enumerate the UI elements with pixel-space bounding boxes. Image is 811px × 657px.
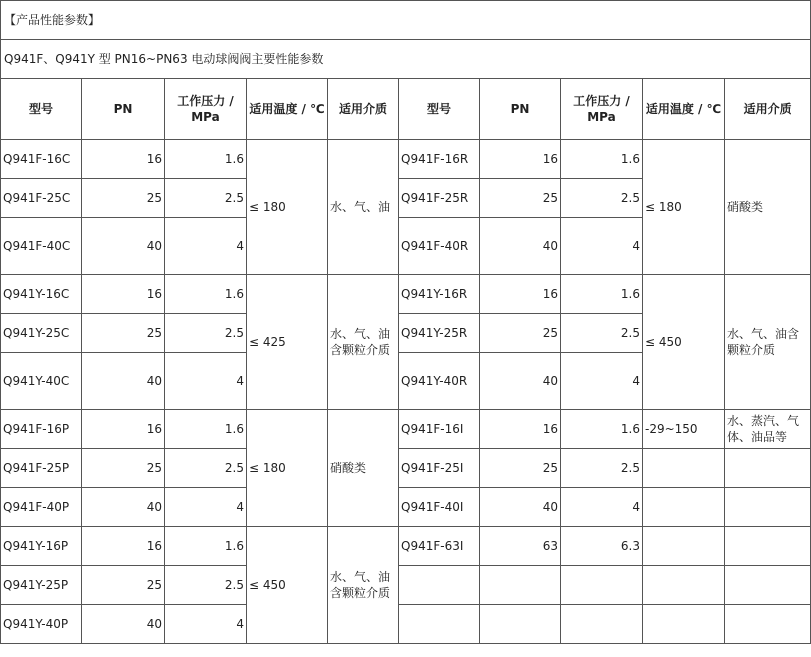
table-header-row (1, 79, 811, 140)
pn-cell: 16 (82, 275, 165, 314)
pressure-cell: 1.6 (561, 140, 643, 179)
medium-cell: 水、气、油 (328, 140, 399, 275)
model-cell: Q941Y-40C (1, 353, 82, 410)
pressure-cell: 2.5 (165, 179, 247, 218)
header-pressure: 工作压力 / MPa (561, 79, 643, 140)
empty-cell (725, 566, 811, 605)
section-title: 【产品性能参数】 (1, 1, 811, 40)
pressure-cell: 2.5 (165, 449, 247, 488)
pressure-cell: 4 (165, 353, 247, 410)
model-cell: Q941Y-25P (1, 566, 82, 605)
table-row (1, 488, 811, 527)
pn-cell: 25 (480, 449, 561, 488)
pn-cell: 40 (82, 605, 165, 644)
pn-cell: 40 (480, 353, 561, 410)
pn-cell: 25 (82, 566, 165, 605)
model-cell: Q941F-40R (399, 218, 480, 275)
header-pn: PN (82, 79, 165, 140)
temperature-cell: ≤ 180 (643, 140, 725, 275)
pn-cell: 40 (82, 488, 165, 527)
empty-cell (399, 566, 480, 605)
pressure-cell: 2.5 (165, 314, 247, 353)
pressure-cell: 1.6 (561, 410, 643, 449)
empty-cell (480, 566, 561, 605)
model-cell: Q941F-40I (399, 488, 480, 527)
pn-cell: 16 (82, 410, 165, 449)
pn-cell: 16 (480, 275, 561, 314)
pn-cell: 40 (480, 218, 561, 275)
table-row (1, 275, 811, 314)
temperature-cell: ≤ 450 (643, 275, 725, 410)
temperature-cell: ≤ 450 (247, 527, 328, 644)
pn-cell: 40 (82, 218, 165, 275)
empty-cell (643, 488, 725, 527)
table-row (1, 605, 811, 644)
pn-cell: 16 (82, 527, 165, 566)
pressure-cell: 1.6 (165, 527, 247, 566)
table-row (1, 449, 811, 488)
medium-cell: 水、气、油含颗粒介质 (725, 275, 811, 410)
pressure-cell: 1.6 (165, 410, 247, 449)
pn-cell: 25 (480, 179, 561, 218)
empty-cell (725, 605, 811, 644)
header-temperature: 适用温度 / ℃ (643, 79, 725, 140)
empty-cell (561, 566, 643, 605)
model-cell: Q941Y-40R (399, 353, 480, 410)
model-cell: Q941Y-16P (1, 527, 82, 566)
pressure-cell: 4 (165, 488, 247, 527)
header-model: 型号 (399, 79, 480, 140)
pn-cell: 40 (82, 353, 165, 410)
model-cell: Q941Y-16C (1, 275, 82, 314)
empty-cell (643, 449, 725, 488)
empty-cell (725, 527, 811, 566)
temperature-cell: -29~150 (643, 410, 725, 449)
model-cell: Q941Y-25C (1, 314, 82, 353)
pn-cell: 40 (480, 488, 561, 527)
model-cell: Q941F-25P (1, 449, 82, 488)
empty-cell (561, 605, 643, 644)
header-medium: 适用介质 (328, 79, 399, 140)
pn-cell: 16 (480, 410, 561, 449)
table-row (1, 527, 811, 566)
table-title: Q941F、Q941Y 型 PN16~PN63 电动球阀阀主要性能参数 (1, 40, 811, 79)
temperature-cell: ≤ 180 (247, 410, 328, 527)
pn-cell: 16 (480, 140, 561, 179)
empty-cell (643, 566, 725, 605)
model-cell: Q941F-40C (1, 218, 82, 275)
empty-cell (399, 605, 480, 644)
empty-cell (643, 527, 725, 566)
model-cell: Q941F-63I (399, 527, 480, 566)
table-row (1, 410, 811, 449)
pn-cell: 63 (480, 527, 561, 566)
pressure-cell: 4 (561, 218, 643, 275)
pressure-cell: 6.3 (561, 527, 643, 566)
empty-cell (643, 605, 725, 644)
header-temperature: 适用温度 / ℃ (247, 79, 328, 140)
model-cell: Q941Y-16R (399, 275, 480, 314)
table-row (1, 140, 811, 179)
model-cell: Q941F-16I (399, 410, 480, 449)
header-pressure: 工作压力 / MPa (165, 79, 247, 140)
model-cell: Q941F-40P (1, 488, 82, 527)
empty-cell (725, 488, 811, 527)
pn-cell: 25 (82, 314, 165, 353)
model-cell: Q941Y-40P (1, 605, 82, 644)
pn-cell: 16 (82, 140, 165, 179)
model-cell: Q941F-25R (399, 179, 480, 218)
pressure-cell: 4 (561, 488, 643, 527)
medium-cell: 水、气、油含颗粒介质 (328, 527, 399, 644)
pn-cell: 25 (480, 314, 561, 353)
temperature-cell: ≤ 180 (247, 140, 328, 275)
medium-cell: 硝酸类 (725, 140, 811, 275)
pressure-cell: 2.5 (561, 314, 643, 353)
medium-cell: 硝酸类 (328, 410, 399, 527)
temperature-cell: ≤ 425 (247, 275, 328, 410)
header-pn: PN (480, 79, 561, 140)
model-cell: Q941F-16C (1, 140, 82, 179)
pressure-cell: 4 (165, 605, 247, 644)
table-row (1, 566, 811, 605)
medium-cell: 水、蒸汽、气体、油品等 (725, 410, 811, 449)
pressure-cell: 1.6 (165, 275, 247, 314)
pressure-cell: 2.5 (561, 449, 643, 488)
empty-cell (480, 605, 561, 644)
header-medium: 适用介质 (725, 79, 811, 140)
model-cell: Q941F-25C (1, 179, 82, 218)
pn-cell: 25 (82, 449, 165, 488)
header-model: 型号 (1, 79, 82, 140)
pressure-cell: 4 (561, 353, 643, 410)
model-cell: Q941Y-25R (399, 314, 480, 353)
empty-cell (725, 449, 811, 488)
model-cell: Q941F-25I (399, 449, 480, 488)
model-cell: Q941F-16R (399, 140, 480, 179)
model-cell: Q941F-16P (1, 410, 82, 449)
pressure-cell: 1.6 (165, 140, 247, 179)
pn-cell: 25 (82, 179, 165, 218)
pressure-cell: 2.5 (561, 179, 643, 218)
pressure-cell: 1.6 (561, 275, 643, 314)
pressure-cell: 2.5 (165, 566, 247, 605)
pressure-cell: 4 (165, 218, 247, 275)
medium-cell: 水、气、油含颗粒介质 (328, 275, 399, 410)
